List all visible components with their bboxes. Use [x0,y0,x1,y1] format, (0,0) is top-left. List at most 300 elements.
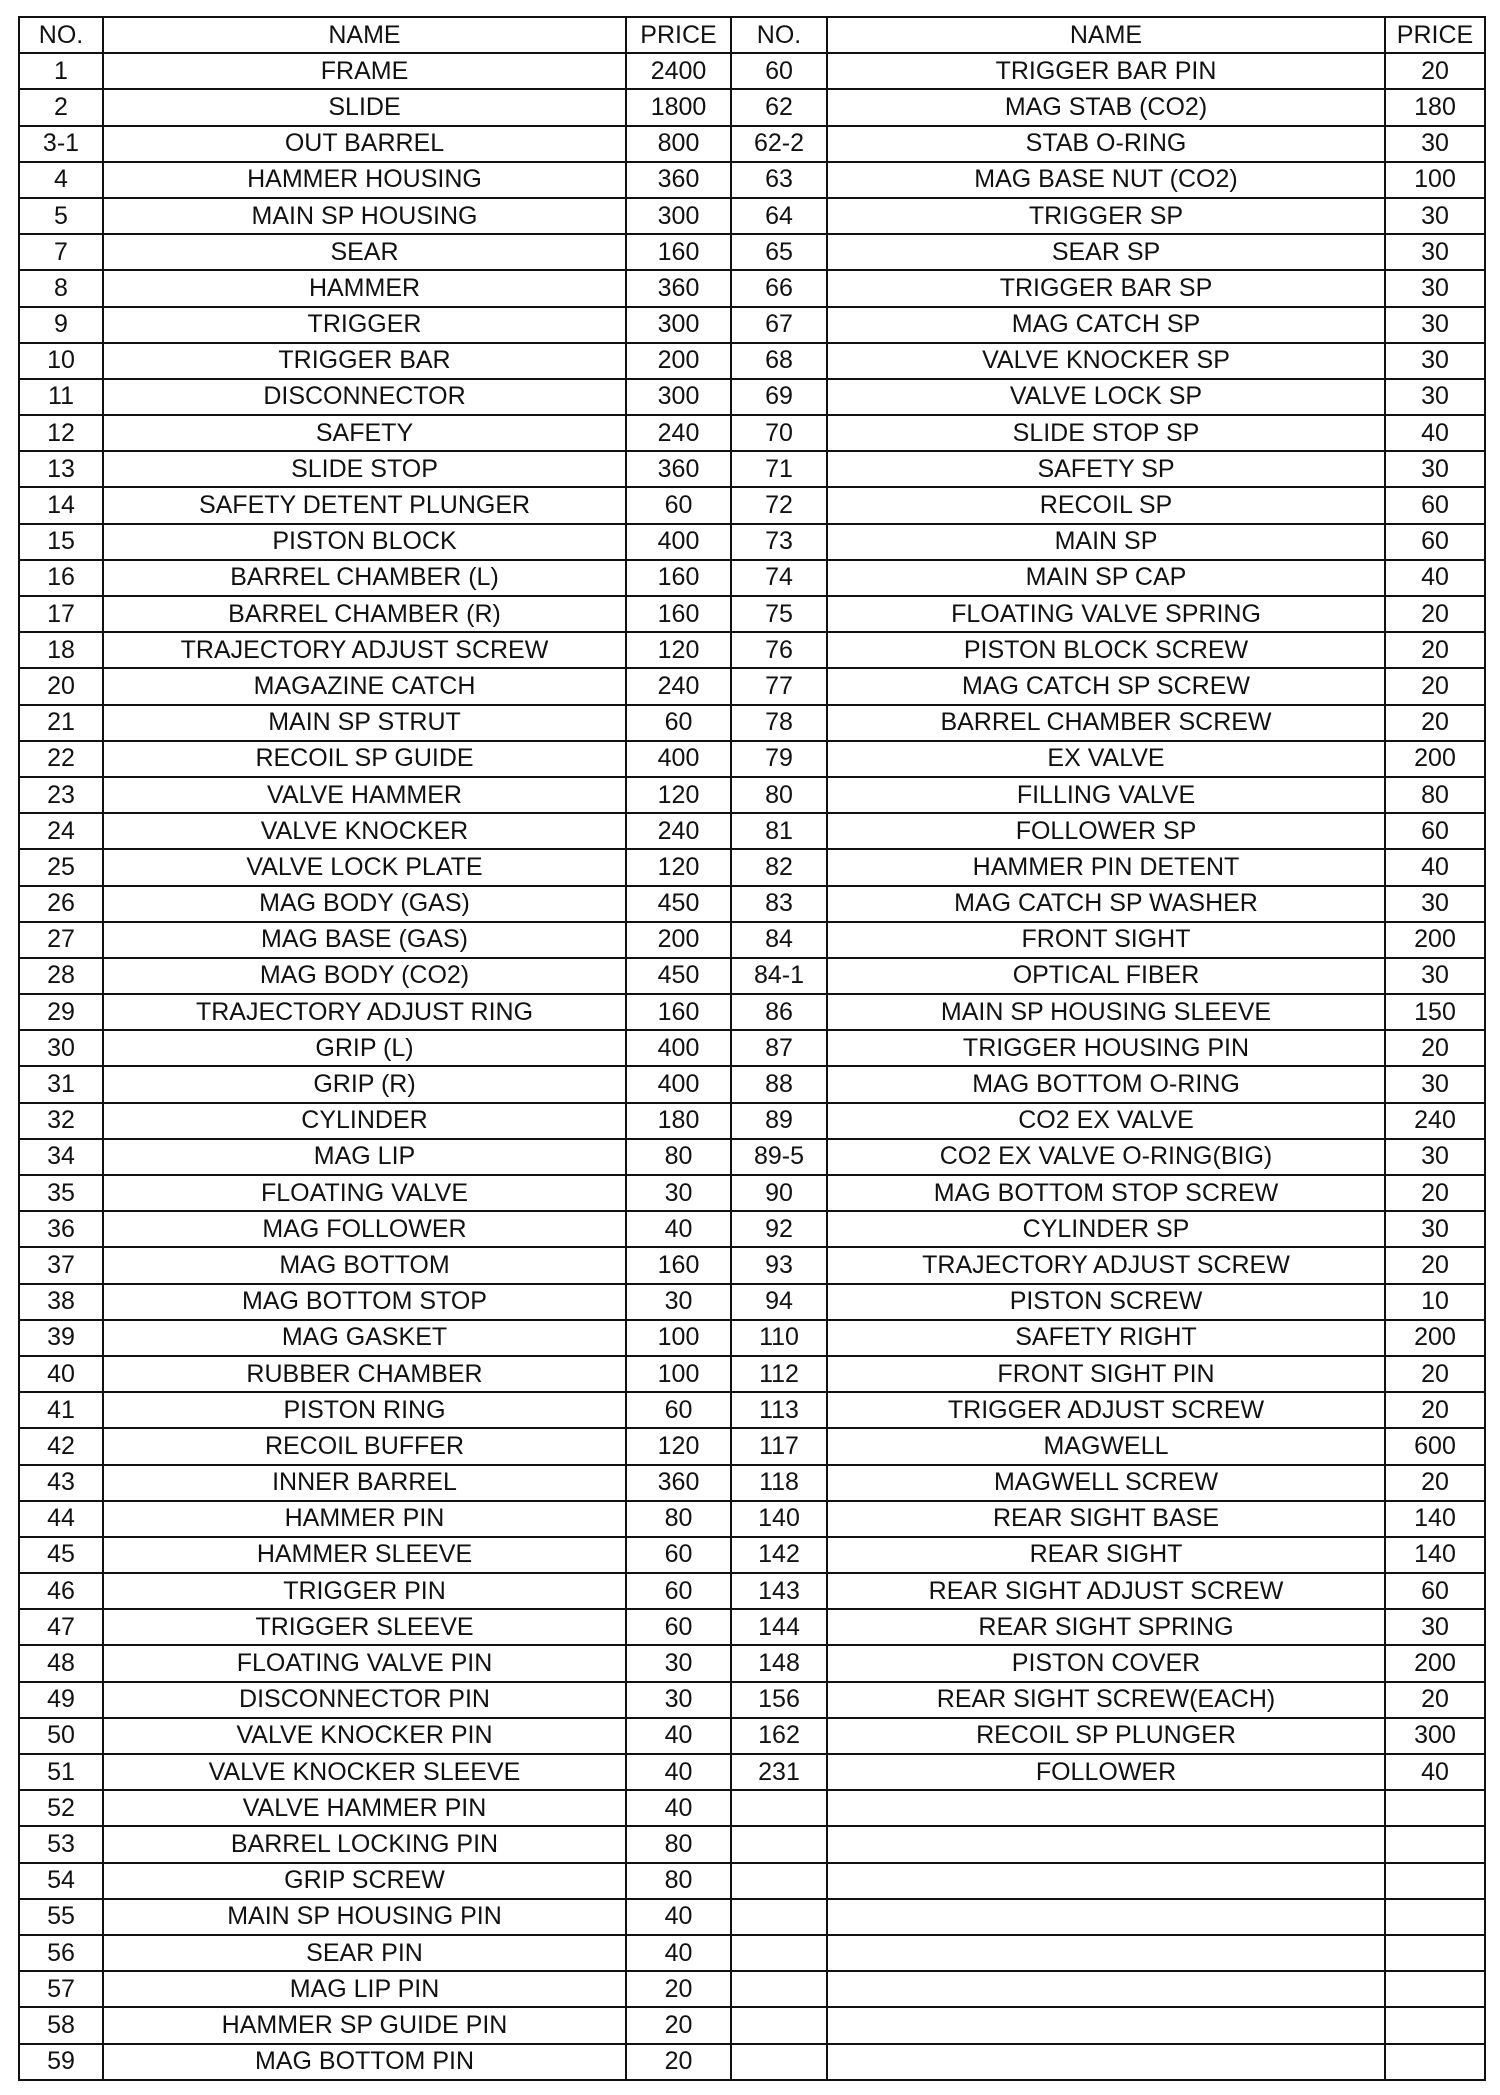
part-name-left: MAIN SP HOUSING [103,198,626,234]
part-price-right: 30 [1385,886,1485,922]
part-number-right: 78 [731,705,827,741]
part-name-right [827,1863,1385,1899]
part-name-left: MAG BOTTOM PIN [103,2044,626,2080]
part-price-left: 60 [626,487,731,523]
part-number-right [731,2044,827,2080]
part-number-right [731,1790,827,1826]
table-row [19,2007,1485,2043]
part-name-right: CO2 EX VALVE [827,1103,1385,1139]
part-number-left: 5 [19,198,103,234]
part-number-left: 1 [19,53,103,89]
part-price-right: 30 [1385,234,1485,270]
part-number-right: 60 [731,53,827,89]
part-name-right: CYLINDER SP [827,1211,1385,1247]
part-name-left: MAIN SP STRUT [103,705,626,741]
part-number-left: 59 [19,2044,103,2080]
table-row [19,886,1485,922]
part-name-left: SEAR PIN [103,1935,626,1971]
part-name-left: FLOATING VALVE [103,1175,626,1211]
part-price-left: 240 [626,668,731,704]
table-row [19,1863,1485,1899]
part-number-right: 83 [731,886,827,922]
part-name-right: MAIN SP [827,524,1385,560]
table-row [19,415,1485,451]
table-row [19,1320,1485,1356]
part-name-right [827,1826,1385,1862]
part-price-left: 120 [626,1428,731,1464]
part-number-right: 75 [731,596,827,632]
part-name-right: FRONT SIGHT PIN [827,1356,1385,1392]
part-number-left: 28 [19,958,103,994]
part-price-left: 60 [626,1537,731,1573]
part-name-left: TRIGGER [103,307,626,343]
part-name-right: MAG BOTTOM STOP SCREW [827,1175,1385,1211]
part-name-left: HAMMER PIN [103,1501,626,1537]
part-price-left: 160 [626,560,731,596]
part-name-right: TRIGGER ADJUST SCREW [827,1392,1385,1428]
part-name-right: RECOIL SP PLUNGER [827,1718,1385,1754]
part-price-left: 120 [626,849,731,885]
part-name-left: FLOATING VALVE PIN [103,1645,626,1681]
part-name-right: VALVE KNOCKER SP [827,343,1385,379]
part-name-left: GRIP SCREW [103,1863,626,1899]
part-name-left: SAFETY DETENT PLUNGER [103,487,626,523]
part-price-right: 30 [1385,126,1485,162]
part-price-right [1385,1971,1485,2007]
part-number-left: 40 [19,1356,103,1392]
part-name-left: TRIGGER PIN [103,1573,626,1609]
part-number-right: 72 [731,487,827,523]
part-price-left: 40 [626,1754,731,1790]
part-price-right: 20 [1385,668,1485,704]
part-price-left: 160 [626,994,731,1030]
part-price-right: 20 [1385,632,1485,668]
part-number-right: 143 [731,1573,827,1609]
part-number-left: 38 [19,1284,103,1320]
part-price-right: 60 [1385,524,1485,560]
part-name-right: MAG CATCH SP SCREW [827,668,1385,704]
part-price-left: 30 [626,1645,731,1681]
part-number-left: 37 [19,1247,103,1283]
part-price-left: 100 [626,1356,731,1392]
part-price-left: 360 [626,162,731,198]
part-price-left: 60 [626,1573,731,1609]
part-number-left: 18 [19,632,103,668]
table-row [19,994,1485,1030]
part-name-right: PISTON BLOCK SCREW [827,632,1385,668]
part-price-right: 20 [1385,1465,1485,1501]
part-name-right [827,2007,1385,2043]
part-number-left: 29 [19,994,103,1030]
part-price-left: 20 [626,2044,731,2080]
part-number-right: 110 [731,1320,827,1356]
part-price-right: 600 [1385,1428,1485,1464]
part-number-right: 156 [731,1682,827,1718]
part-number-left: 56 [19,1935,103,1971]
part-price-right: 20 [1385,1175,1485,1211]
part-number-left: 34 [19,1139,103,1175]
part-number-right: 94 [731,1284,827,1320]
part-number-right: 84-1 [731,958,827,994]
part-name-left: DISCONNECTOR PIN [103,1682,626,1718]
part-price-left: 30 [626,1682,731,1718]
part-name-left: VALVE LOCK PLATE [103,849,626,885]
part-price-right: 140 [1385,1501,1485,1537]
part-number-right: 86 [731,994,827,1030]
table-row [19,1754,1485,1790]
part-name-left: GRIP (R) [103,1066,626,1102]
part-price-right [1385,1826,1485,1862]
table-row [19,1103,1485,1139]
part-price-left: 800 [626,126,731,162]
part-price-left: 160 [626,1247,731,1283]
part-name-left: TRAJECTORY ADJUST RING [103,994,626,1030]
part-number-right: 84 [731,922,827,958]
part-number-right: 74 [731,560,827,596]
table-row [19,162,1485,198]
table-row [19,849,1485,885]
part-price-right: 30 [1385,451,1485,487]
part-price-right: 10 [1385,1284,1485,1320]
part-name-left: SEAR [103,234,626,270]
part-price-right: 40 [1385,560,1485,596]
part-price-right: 40 [1385,415,1485,451]
part-name-left: RECOIL SP GUIDE [103,741,626,777]
table-row [19,922,1485,958]
table-row [19,126,1485,162]
part-number-left: 35 [19,1175,103,1211]
part-price-right [1385,1899,1485,1935]
part-price-left: 240 [626,813,731,849]
part-price-right: 200 [1385,1320,1485,1356]
part-number-left: 4 [19,162,103,198]
part-number-right: 162 [731,1718,827,1754]
part-name-right: FLOATING VALVE SPRING [827,596,1385,632]
part-name-left: VALVE HAMMER PIN [103,1790,626,1826]
part-number-right: 144 [731,1609,827,1645]
part-name-right: RECOIL SP [827,487,1385,523]
part-price-right: 240 [1385,1103,1485,1139]
part-price-right: 300 [1385,1718,1485,1754]
parts-table-body [19,53,1485,2080]
part-number-right: 66 [731,270,827,306]
part-number-left: 51 [19,1754,103,1790]
table-row [19,343,1485,379]
part-number-right: 77 [731,668,827,704]
header-no-left: NO. [19,17,103,53]
part-price-right: 60 [1385,1573,1485,1609]
part-number-right: 67 [731,307,827,343]
part-name-right: TRAJECTORY ADJUST SCREW [827,1247,1385,1283]
part-name-left: MAGAZINE CATCH [103,668,626,704]
part-name-right [827,1935,1385,1971]
part-number-right: 76 [731,632,827,668]
part-name-left: MAG LIP PIN [103,1971,626,2007]
part-name-left: MAG BOTTOM STOP [103,1284,626,1320]
part-name-right: FRONT SIGHT [827,922,1385,958]
part-name-right: REAR SIGHT BASE [827,1501,1385,1537]
part-number-left: 30 [19,1030,103,1066]
part-name-left: TRAJECTORY ADJUST SCREW [103,632,626,668]
table-row [19,632,1485,668]
table-row [19,1211,1485,1247]
part-name-right: SEAR SP [827,234,1385,270]
part-number-right: 142 [731,1537,827,1573]
part-number-left: 44 [19,1501,103,1537]
part-number-left: 16 [19,560,103,596]
part-number-left: 27 [19,922,103,958]
part-price-right: 30 [1385,1609,1485,1645]
part-number-left: 12 [19,415,103,451]
table-row [19,1645,1485,1681]
part-price-left: 40 [626,1790,731,1826]
part-name-left: VALVE KNOCKER SLEEVE [103,1754,626,1790]
part-price-left: 120 [626,777,731,813]
part-name-right: TRIGGER BAR PIN [827,53,1385,89]
part-name-right: PISTON COVER [827,1645,1385,1681]
part-number-right: 79 [731,741,827,777]
part-number-left: 39 [19,1320,103,1356]
part-name-left: HAMMER [103,270,626,306]
part-price-right: 30 [1385,1066,1485,1102]
part-name-left: HAMMER SLEEVE [103,1537,626,1573]
part-number-right: 112 [731,1356,827,1392]
part-number-right [731,1971,827,2007]
part-price-right: 30 [1385,198,1485,234]
part-name-left: MAG BOTTOM [103,1247,626,1283]
part-number-left: 54 [19,1863,103,1899]
part-name-right: MAG BOTTOM O-RING [827,1066,1385,1102]
part-number-right: 113 [731,1392,827,1428]
table-row [19,1247,1485,1283]
table-row [19,524,1485,560]
part-name-left: TRIGGER SLEEVE [103,1609,626,1645]
part-price-left: 80 [626,1139,731,1175]
part-number-left: 48 [19,1645,103,1681]
header-name-right: NAME [827,17,1385,53]
header-no-right: NO. [731,17,827,53]
table-row [19,1573,1485,1609]
part-price-left: 100 [626,1320,731,1356]
part-name-right: MAG STAB (CO2) [827,89,1385,125]
part-price-right: 20 [1385,1392,1485,1428]
table-row [19,1030,1485,1066]
part-number-left: 42 [19,1428,103,1464]
table-row [19,1537,1485,1573]
part-number-right: 90 [731,1175,827,1211]
part-name-left: MAG FOLLOWER [103,1211,626,1247]
part-name-right: EX VALVE [827,741,1385,777]
part-number-left: 23 [19,777,103,813]
part-price-right: 30 [1385,270,1485,306]
part-number-right: 93 [731,1247,827,1283]
table-row [19,1682,1485,1718]
part-name-left: MAG BASE (GAS) [103,922,626,958]
part-number-left: 41 [19,1392,103,1428]
part-number-left: 31 [19,1066,103,1102]
part-name-right: FOLLOWER SP [827,813,1385,849]
part-name-right: MAGWELL [827,1428,1385,1464]
table-row [19,1718,1485,1754]
part-price-right [1385,1790,1485,1826]
part-price-left: 240 [626,415,731,451]
table-row [19,198,1485,234]
part-number-left: 45 [19,1537,103,1573]
part-price-right: 60 [1385,813,1485,849]
table-row [19,451,1485,487]
part-number-left: 43 [19,1465,103,1501]
part-number-left: 32 [19,1103,103,1139]
part-price-right: 80 [1385,777,1485,813]
part-price-left: 360 [626,451,731,487]
table-row [19,234,1485,270]
part-price-left: 40 [626,1718,731,1754]
part-price-left: 60 [626,1392,731,1428]
part-number-left: 20 [19,668,103,704]
table-row [19,560,1485,596]
part-price-right: 60 [1385,487,1485,523]
part-number-left: 46 [19,1573,103,1609]
part-number-right: 89 [731,1103,827,1139]
part-number-right [731,1863,827,1899]
table-row [19,2044,1485,2080]
part-name-left: DISCONNECTOR [103,379,626,415]
part-number-right [731,2007,827,2043]
part-name-left: PISTON RING [103,1392,626,1428]
part-price-left: 300 [626,198,731,234]
table-row [19,1465,1485,1501]
part-name-left: VALVE HAMMER [103,777,626,813]
part-name-left: FRAME [103,53,626,89]
part-price-right: 20 [1385,1682,1485,1718]
part-name-right: PISTON SCREW [827,1284,1385,1320]
part-name-right [827,2044,1385,2080]
part-name-right: REAR SIGHT SCREW(EACH) [827,1682,1385,1718]
part-number-right: 231 [731,1754,827,1790]
part-name-left: SAFETY [103,415,626,451]
table-row [19,1501,1485,1537]
table-row [19,89,1485,125]
part-name-right: REAR SIGHT ADJUST SCREW [827,1573,1385,1609]
table-row [19,1428,1485,1464]
header-name-left: NAME [103,17,626,53]
part-number-left: 50 [19,1718,103,1754]
part-price-left: 60 [626,705,731,741]
part-price-right: 20 [1385,596,1485,632]
part-price-right: 150 [1385,994,1485,1030]
part-price-right: 20 [1385,1356,1485,1392]
part-name-left: GRIP (L) [103,1030,626,1066]
part-number-left: 57 [19,1971,103,2007]
part-name-left: SLIDE [103,89,626,125]
part-name-right [827,1790,1385,1826]
table-row [19,741,1485,777]
part-number-left: 8 [19,270,103,306]
table-row [19,1609,1485,1645]
part-number-left: 3-1 [19,126,103,162]
part-number-right: 87 [731,1030,827,1066]
part-number-right: 118 [731,1465,827,1501]
part-name-right: VALVE LOCK SP [827,379,1385,415]
part-name-left: BARREL CHAMBER (L) [103,560,626,596]
part-number-right: 117 [731,1428,827,1464]
part-number-right [731,1826,827,1862]
part-name-right: STAB O-RING [827,126,1385,162]
part-price-left: 450 [626,886,731,922]
part-price-left: 400 [626,741,731,777]
part-name-left: HAMMER HOUSING [103,162,626,198]
part-price-left: 20 [626,2007,731,2043]
part-price-right: 140 [1385,1537,1485,1573]
part-name-right: MAIN SP CAP [827,560,1385,596]
part-price-left: 80 [626,1863,731,1899]
header-row [19,17,1485,53]
part-price-left: 360 [626,1465,731,1501]
part-price-right: 20 [1385,705,1485,741]
part-number-right: 89-5 [731,1139,827,1175]
table-row [19,487,1485,523]
part-price-left: 400 [626,524,731,560]
table-row [19,1899,1485,1935]
part-price-left: 30 [626,1284,731,1320]
table-row [19,307,1485,343]
part-price-right: 20 [1385,1030,1485,1066]
part-number-left: 24 [19,813,103,849]
part-number-right [731,1935,827,1971]
part-number-right: 71 [731,451,827,487]
table-row [19,1356,1485,1392]
part-number-left: 10 [19,343,103,379]
part-price-right: 20 [1385,1247,1485,1283]
part-price-right: 30 [1385,958,1485,994]
part-name-left: HAMMER SP GUIDE PIN [103,2007,626,2043]
part-price-right [1385,2044,1485,2080]
part-price-right: 30 [1385,1139,1485,1175]
part-number-right: 64 [731,198,827,234]
part-price-right: 20 [1385,53,1485,89]
part-price-right: 40 [1385,1754,1485,1790]
part-number-right: 70 [731,415,827,451]
part-name-left: RUBBER CHAMBER [103,1356,626,1392]
part-name-left: BARREL CHAMBER (R) [103,596,626,632]
table-row [19,53,1485,89]
part-price-left: 20 [626,1971,731,2007]
part-number-left: 9 [19,307,103,343]
part-number-right: 148 [731,1645,827,1681]
part-number-right [731,1899,827,1935]
part-name-left: BARREL LOCKING PIN [103,1826,626,1862]
part-price-right [1385,2007,1485,2043]
part-name-right: MAIN SP HOUSING SLEEVE [827,994,1385,1030]
part-name-right [827,1971,1385,2007]
part-name-right: REAR SIGHT [827,1537,1385,1573]
part-name-right: MAGWELL SCREW [827,1465,1385,1501]
part-price-left: 400 [626,1030,731,1066]
part-number-right: 88 [731,1066,827,1102]
part-number-left: 53 [19,1826,103,1862]
part-price-right: 30 [1385,343,1485,379]
part-number-right: 80 [731,777,827,813]
part-number-left: 21 [19,705,103,741]
part-price-right: 180 [1385,89,1485,125]
part-price-left: 40 [626,1935,731,1971]
table-row [19,813,1485,849]
part-price-right: 30 [1385,307,1485,343]
part-name-right: TRIGGER HOUSING PIN [827,1030,1385,1066]
part-price-left: 180 [626,1103,731,1139]
part-price-left: 300 [626,307,731,343]
part-name-left: INNER BARREL [103,1465,626,1501]
